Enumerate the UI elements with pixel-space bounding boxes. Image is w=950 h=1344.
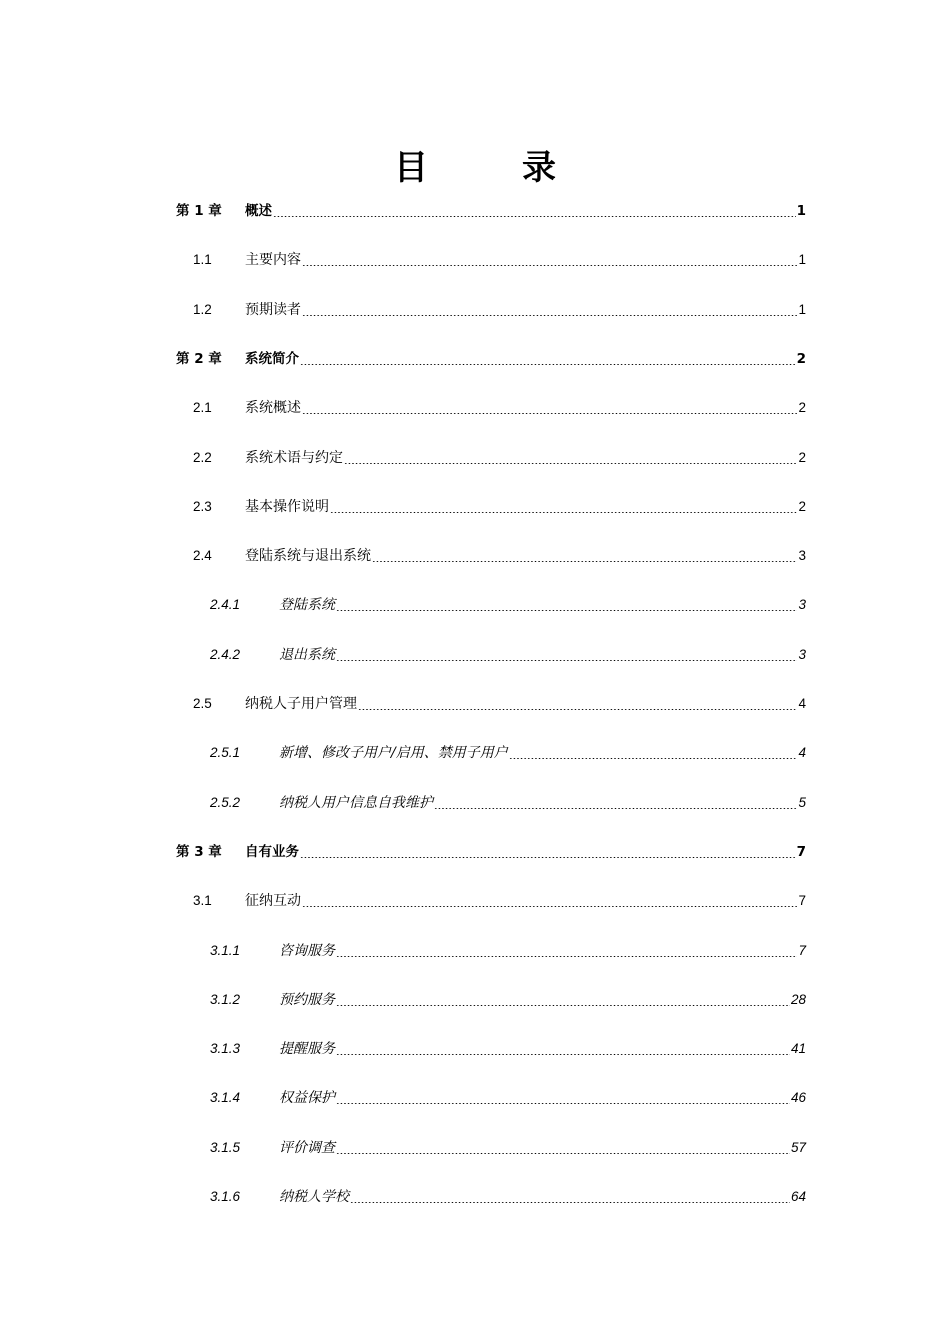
toc-entry-label: 系统概述 — [245, 400, 301, 417]
toc-entry-label: 基本操作说明 — [245, 498, 329, 515]
toc-entry-number: 2.4.1 — [210, 597, 241, 613]
toc-entry-number: 3.1.5 — [210, 1139, 241, 1155]
toc-entry-body — [245, 695, 806, 713]
toc-entry[interactable] — [0, 295, 950, 319]
toc-entry-label: 纳税人学校 — [279, 1189, 349, 1205]
toc-entry[interactable] — [0, 788, 950, 812]
toc-entry-label: 纳税人用户信息自我维护 — [279, 794, 433, 811]
toc-entry-body — [279, 1139, 806, 1157]
toc-entry[interactable] — [0, 443, 950, 467]
toc-entry-number: 2.5 — [193, 696, 212, 711]
toc-entry-body — [245, 350, 806, 368]
toc-entry-body — [245, 301, 806, 319]
toc-dot-leader — [336, 651, 797, 661]
toc-entry-page-number: 7 — [796, 843, 806, 860]
toc-dot-leader — [336, 1045, 790, 1055]
toc-entry-page-number: 4 — [798, 696, 806, 711]
toc-dot-leader — [300, 848, 796, 858]
toc-entry-label: 评价调查 — [279, 1139, 335, 1156]
toc-dot-leader — [273, 207, 796, 217]
toc-entry-page-number: 46 — [790, 1090, 806, 1106]
toc-dot-leader — [330, 503, 797, 513]
toc-entry-page-number: 3 — [798, 548, 806, 564]
toc-dot-leader — [336, 996, 790, 1006]
toc-entry[interactable] — [0, 1182, 950, 1206]
toc-entry-page-number: 3 — [798, 597, 806, 613]
toc-entry-number: 第 3 章 — [176, 843, 222, 860]
toc-entry[interactable] — [0, 245, 950, 269]
toc-entry-page-number: 3 — [798, 646, 806, 662]
toc-title: 目 录 — [394, 148, 586, 188]
toc-dot-leader — [336, 1144, 790, 1154]
toc-entry[interactable] — [0, 886, 950, 910]
toc-dot-leader — [344, 454, 797, 464]
toc-dot-leader — [300, 355, 796, 365]
toc-entry-label: 自有业务 — [245, 843, 299, 860]
toc-entry-number: 第 1 章 — [176, 203, 222, 219]
toc-entry-label: 提醒服务 — [279, 1041, 335, 1058]
toc-dot-leader — [302, 306, 797, 316]
toc-dot-leader — [434, 799, 797, 809]
toc-entry-body — [245, 251, 806, 269]
toc-dot-leader — [372, 552, 797, 562]
toc-entry-number: 2.5.2 — [210, 794, 241, 810]
toc-entry-page-number: 1 — [798, 252, 806, 268]
toc-entry-page-number: 7 — [798, 942, 806, 958]
toc-dot-leader — [336, 947, 797, 957]
toc-entry-label: 预期读者 — [245, 301, 301, 318]
toc-dot-leader — [302, 897, 797, 907]
toc-entry-label: 系统简介 — [245, 350, 299, 367]
toc-entry-label: 咨询服务 — [279, 942, 335, 959]
toc-entry-number: 2.2 — [193, 449, 212, 465]
toc-entry-number: 3.1.4 — [210, 1090, 241, 1106]
toc-entry[interactable] — [0, 196, 950, 220]
toc-entry-body — [279, 991, 806, 1009]
toc-entry-number: 1.1 — [193, 252, 212, 268]
toc-entry-body — [245, 399, 806, 417]
toc-entry-page-number: 5 — [798, 794, 806, 810]
toc-entry-page-number: 41 — [790, 1041, 806, 1057]
toc-entry-page-number: 4 — [798, 745, 806, 761]
toc-entry-body — [279, 646, 806, 664]
toc-entry-number: 3.1.6 — [210, 1189, 241, 1204]
toc-entry-body — [245, 498, 806, 516]
toc-entry[interactable] — [0, 541, 950, 565]
toc-entry-page-number: 57 — [790, 1139, 806, 1155]
toc-entry-body — [279, 1089, 806, 1107]
toc-entry-body — [245, 547, 806, 565]
toc-entry-body — [279, 596, 806, 614]
toc-entry-number: 2.1 — [193, 400, 212, 416]
toc-entry-body — [279, 1188, 806, 1206]
toc-entry-number: 3.1.3 — [210, 1041, 241, 1057]
toc-entry[interactable] — [0, 1034, 950, 1058]
toc-entry-number: 3.1 — [193, 893, 212, 909]
toc-entry-body — [245, 843, 806, 861]
toc-entry[interactable] — [0, 640, 950, 664]
toc-entry[interactable] — [0, 837, 950, 861]
toc-dot-leader — [302, 404, 797, 414]
toc-entry[interactable] — [0, 689, 950, 713]
toc-entry-label: 登陆系统 — [279, 597, 335, 614]
toc-entry-label: 主要内容 — [245, 252, 301, 269]
toc-entry-number: 2.4 — [193, 548, 212, 564]
toc-entry-body — [279, 942, 806, 960]
toc-entry-label: 系统术语与约定 — [245, 449, 343, 466]
toc-entry-page-number: 2 — [798, 498, 806, 514]
toc-entry-number: 3.1.2 — [210, 991, 241, 1007]
toc-entry-label: 权益保护 — [279, 1090, 335, 1107]
toc-entry-body — [245, 202, 806, 220]
toc-entry[interactable] — [0, 985, 950, 1009]
toc-entry-label: 纳税人子用户管理 — [245, 696, 357, 712]
toc-entry-number: 2.4.2 — [210, 646, 241, 662]
toc-entry[interactable] — [0, 936, 950, 960]
toc-entry-label: 登陆系统与退出系统 — [245, 548, 371, 565]
toc-entry-label: 预约服务 — [279, 991, 335, 1008]
toc-entry[interactable] — [0, 492, 950, 516]
toc-entry-number: 2.3 — [193, 498, 212, 514]
toc-entry-body — [245, 449, 806, 467]
toc-entry-number: 2.5.1 — [210, 745, 241, 761]
toc-entry-body — [279, 744, 806, 762]
toc-entry[interactable] — [0, 344, 950, 368]
toc-entry-number: 第 2 章 — [176, 350, 222, 367]
toc-dot-leader — [336, 1094, 790, 1104]
toc-entry-body — [279, 794, 806, 812]
toc-entry-number: 1.2 — [193, 301, 212, 317]
toc-entry-page-number: 1 — [798, 301, 806, 317]
toc-entry-page-number: 2 — [798, 449, 806, 465]
toc-dot-leader — [350, 1193, 790, 1203]
toc-entry[interactable] — [0, 1083, 950, 1107]
toc-entry-page-number: 7 — [798, 893, 806, 909]
toc-entry-body — [245, 892, 806, 910]
toc-entry[interactable] — [0, 1133, 950, 1157]
toc-entry[interactable] — [0, 590, 950, 614]
toc-entry[interactable] — [0, 738, 950, 762]
toc-entry-page-number: 28 — [790, 991, 806, 1007]
toc-entry[interactable] — [0, 393, 950, 417]
toc-dot-leader — [336, 601, 797, 611]
toc-dot-leader — [302, 256, 797, 266]
toc-entry-label: 新增、修改子用户/启用、禁用子用户 — [279, 745, 508, 762]
toc-dot-leader — [358, 700, 797, 710]
toc-entry-label: 退出系统 — [279, 646, 335, 663]
toc-entry-label: 征纳互动 — [245, 893, 301, 910]
toc-dot-leader — [509, 749, 798, 759]
toc-entry-page-number: 2 — [796, 350, 806, 367]
toc-entry-page-number: 64 — [790, 1189, 806, 1204]
toc-entry-page-number: 1 — [796, 203, 806, 219]
toc-entry-label: 概述 — [245, 203, 272, 219]
toc-entry-body — [279, 1040, 806, 1058]
toc-entry-number: 3.1.1 — [210, 942, 241, 958]
toc-entry-page-number: 2 — [798, 400, 806, 416]
